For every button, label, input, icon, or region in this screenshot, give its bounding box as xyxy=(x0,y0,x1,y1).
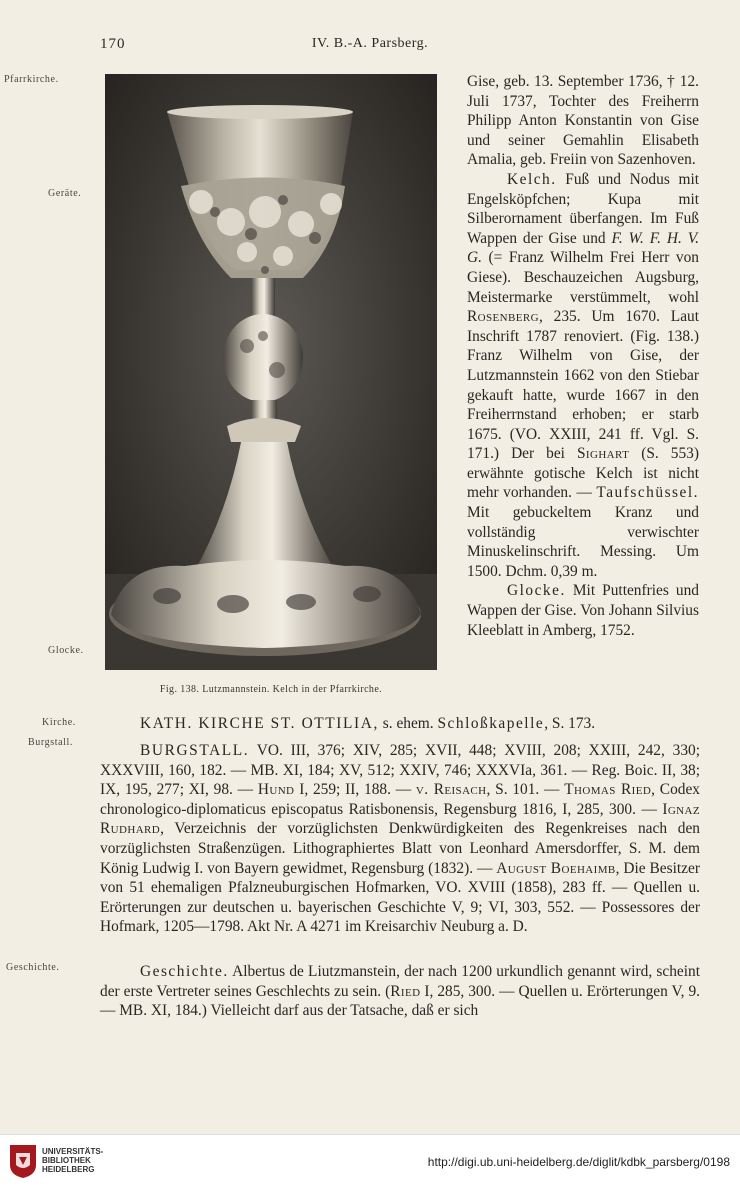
running-title: IV. B.-A. Parsberg. xyxy=(311,36,429,51)
chalice-image xyxy=(105,74,437,670)
margin-note-geschichte: Geschichte. xyxy=(6,962,60,973)
kirche-line: KATH. KIRCHE ST. OTTILIA, s. ehem. Schloßkapelle, S. 173. xyxy=(140,715,596,732)
paragraph-kelch: Kelch. Fuß und Nodus mit Engelsköpfchen; Kupa mit Silberornament überfangen. Im Fuß Wappen der Gise und F. W. F. H. V. G. (= Franz Wilhelm Frei Herr von Giese). Beschauzeichen Augsburg, Meistermarke verstümmelt, wohl Rosenberg, 235. Um 1670. Laut Inschrift 1787 renoviert. (Fig. 138.) Franz Wilhelm von Gise, der Lutzmannstein 1662 von den Stiebar gekauft hatte, wurde 1667 in den Freiherrnstand erhoben; er starb 1675. (VO. XXIII, 241 ff. Vgl. S. 171.) Der bei Sighart (S. 553) erwähnte gotische Kelch ist nicht mehr vorhanden. — Taufschüssel. Mit gebuckeltem Kranz und vollständig verwischter Minuskelinschrift. Messing. Um 1500. Dchm. 0,39 m. xyxy=(467,170,699,580)
paragraph-glocke: Glocke. Mit Puttenfries und Wappen der Gise. Von Johann Silvius Kleeblatt in Amberg, 1752. xyxy=(467,582,699,639)
margin-note-kirche: Kirche. xyxy=(42,717,76,728)
right-column-text xyxy=(467,72,699,640)
heading-glocke: Glocke. xyxy=(507,582,566,600)
page-number: 170 xyxy=(100,36,126,52)
university-seal-icon xyxy=(8,1143,38,1179)
name-sighart: Sighart xyxy=(576,445,630,463)
geschichte-paragraph: Geschichte. Albertus de Liutzmanstein, der nach 1200 urkundlich genannt wird, scheint der erste Vertreter seines Geschlechts zu sein. (Ried I, 285, 300. — Quellen u. Erörterungen V, 9. — MB. XI, 184.) Vielleicht darf aus der Tatsache, daß er sich xyxy=(100,963,700,1020)
figure-caption: Fig. 138. Lutzmannstein. Kelch in der Pfarrkirche. xyxy=(159,684,383,695)
margin-note-pfarrkirche: Pfarrkirche. xyxy=(4,74,59,85)
paragraph-gise: Gise, geb. 13. September 1736, † 12. Juli 1737, Tochter des Freiherrn Philipp Anton Konstantin von Gise und seiner Gemahlin Elisabeth Amalia, geb. Freiin von Sazenhoven. xyxy=(467,73,699,169)
viewer-footer xyxy=(0,1134,740,1188)
library-logo-text: UNIVERSITÄTS- BIBLIOTHEK HEIDELBERG xyxy=(42,1147,104,1174)
heading-burgstall: BURGSTALL. xyxy=(140,742,250,759)
link-schlosskapelle: Schloßkapelle xyxy=(437,715,545,732)
chalice-photograph xyxy=(105,74,437,670)
heading-kelch: Kelch. xyxy=(507,170,557,188)
margin-note-glocke: Glocke. xyxy=(48,645,84,656)
heading-kath-kirche: KATH. KIRCHE ST. OTTILIA, xyxy=(140,715,379,732)
document-url-link[interactable]: http://digi.ub.uni-heidelberg.de/diglit/kdbk_parsberg/0198 xyxy=(427,1155,730,1169)
margin-note-geraete: Geräte. xyxy=(48,188,82,199)
heading-geschichte: Geschichte. xyxy=(140,963,229,980)
margin-note-burgstall: Burgstall. xyxy=(28,737,73,748)
initials-inscription: F. W. F. H. V. G. xyxy=(467,229,699,267)
heading-taufschuessel: Taufschüssel. xyxy=(596,484,699,502)
burgstall-bibliography: BURGSTALL. VO. III, 376; XIV, 285; XVII, 448; XVIII, 208; XXIII, 242, 330; XXXVIII, 160, 182. — MB. XI, 184; XV, 512; XXIV, 746; XXXVIa, 361. — Reg. Boic. II, 38; IX, 195, 277; XI, 98. — Hund I, 259; II, 188. — v. Reisach, S. 101. — Thomas Ried, Codex chronologico-diplomaticus episcopatus Ratisbonensis, Regensburg 1816, I, 285, 300. — Ignaz Rudhard, Verzeichnis der vorzüglichsten Denkwürdigkeiten des Regenkreises nach den vorzüglichsten Straßenzügen. Lithographiertes Blatt von Leonhard Amersdorffer, S. M. dem König Ludwig I. von Bayern gewidmet, Regensburg (1832). — August Boehaimb, Die Besitzer von 51 ehemaligen Pfalzneuburgischen Hofmarken, VO. XVIII (1858), 283 ff. — Quellen u. Erörterungen zur deutschen u. bayerischen Geschichte V, 9; VI, 303, 552. — Possessores der Hofmark, 1205—1798. Akt Nr. A 4271 im Kreisarchiv Neuburg a. D. xyxy=(100,742,700,936)
name-rosenberg: Rosenberg xyxy=(467,308,539,326)
